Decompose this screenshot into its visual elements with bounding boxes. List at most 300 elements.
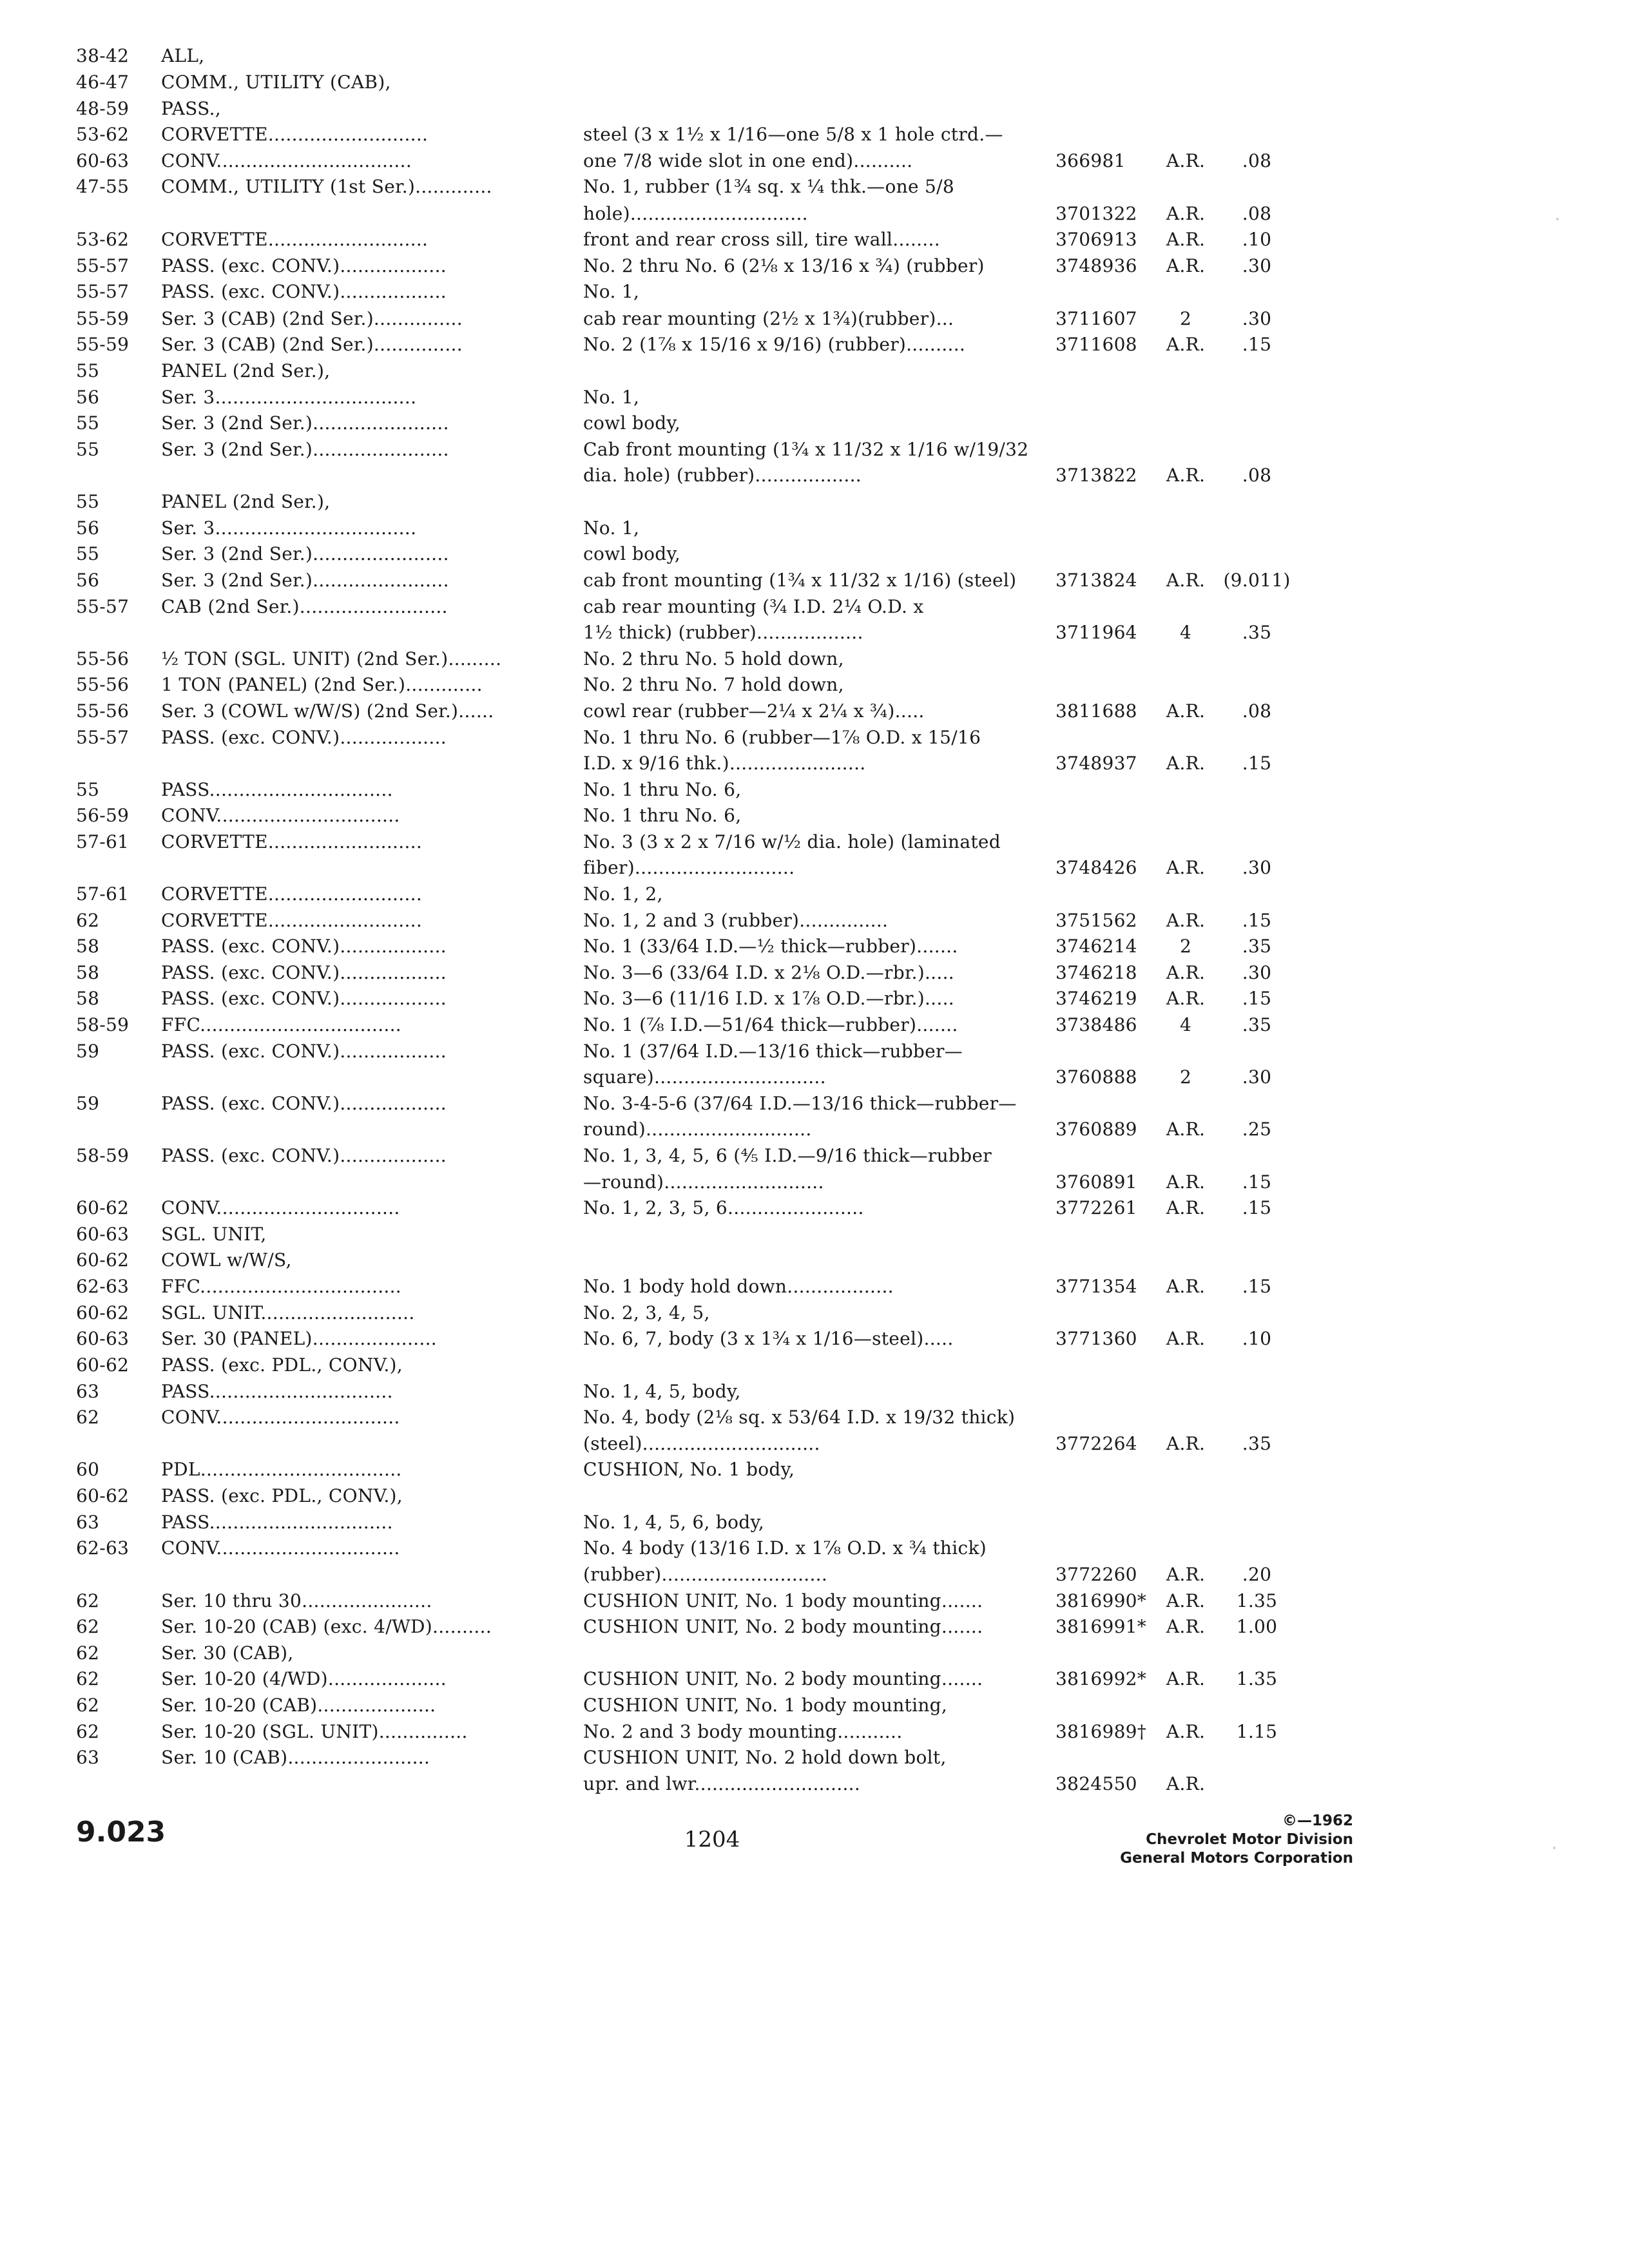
quantity-cell: A.R.	[1166, 150, 1206, 171]
year-cell: 55-56	[76, 700, 130, 722]
model-cell: Ser. 3 (2nd Ser.).......................	[161, 570, 449, 591]
model-cell: CORVETTE...........................	[161, 229, 429, 250]
table-row	[0, 1588, 1629, 1614]
year-cell: 57-61	[76, 883, 130, 905]
table-row	[0, 1012, 1629, 1038]
quantity-cell: A.R.	[1166, 1171, 1206, 1193]
price-cell: .10	[1242, 229, 1272, 250]
year-cell: 38-42	[76, 45, 130, 66]
part-number-cell: 3816989†	[1055, 1721, 1147, 1742]
description-cell: No. 1, 2,	[583, 883, 663, 905]
description-cell: upr. and lwr............................	[583, 1773, 861, 1794]
model-cell: PASS. (exc. PDL., CONV.),	[161, 1354, 403, 1376]
part-number-cell: 3772264	[1055, 1433, 1137, 1454]
year-cell: 47-55	[76, 176, 130, 197]
model-cell: COWL w/W/S,	[161, 1249, 292, 1271]
table-row	[0, 1326, 1629, 1352]
year-cell: 58-59	[76, 1014, 130, 1035]
year-cell: 62	[76, 1407, 100, 1428]
model-cell: PANEL (2nd Ser.),	[161, 491, 331, 512]
year-cell: 55-59	[76, 308, 130, 329]
model-cell: PASS. (exc. CONV.)..................	[161, 1093, 447, 1114]
table-row	[0, 1195, 1629, 1221]
part-number-cell: 3738486	[1055, 1014, 1137, 1035]
table-row	[0, 515, 1629, 541]
quantity-cell: A.R.	[1166, 1433, 1206, 1454]
description-cell: No. 2 (1⅞ x 15/16 x 9/16) (rubber)..........	[583, 334, 966, 355]
year-cell: 63	[76, 1512, 100, 1533]
description-cell: CUSHION, No. 1 body,	[583, 1459, 795, 1480]
model-cell: PASS. (exc. CONV.)..................	[161, 727, 447, 748]
price-cell: 1.15	[1236, 1721, 1278, 1742]
table-row	[0, 463, 1629, 488]
description-cell: No. 3-4-5-6 (37/64 I.D.—13/16 thick—rubber—	[583, 1093, 1017, 1114]
model-cell: PASS...............................	[161, 1512, 393, 1533]
description-cell: No. 6, 7, body (3 x 1¾ x 1/16—steel).....	[583, 1328, 954, 1349]
part-number-cell: 3816991*	[1055, 1616, 1147, 1637]
price-cell: .08	[1242, 203, 1272, 224]
quantity-cell: A.R.	[1166, 753, 1206, 774]
price-cell: .15	[1242, 1276, 1272, 1297]
table-row	[0, 385, 1629, 410]
table-row	[0, 1693, 1629, 1718]
year-cell: 59	[76, 1093, 100, 1114]
table-row	[0, 1457, 1629, 1483]
description-cell: No. 1, 2, 3, 5, 6.......................	[583, 1197, 864, 1218]
price-cell: .30	[1242, 857, 1272, 878]
description-cell: No. 1, rubber (1¾ sq. x ¼ thk.—one 5/8	[583, 176, 954, 197]
year-cell: 60-63	[76, 1328, 130, 1349]
price-cell: 1.35	[1236, 1590, 1278, 1611]
quantity-cell: A.R.	[1166, 1119, 1206, 1140]
year-cell: 58	[76, 936, 100, 957]
model-cell: 1 TON (PANEL) (2nd Ser.).............	[161, 674, 483, 695]
table-row	[0, 751, 1629, 776]
year-cell: 60-62	[76, 1249, 130, 1271]
table-row	[0, 620, 1629, 646]
price-cell: .15	[1242, 1171, 1272, 1193]
model-cell: CORVETTE...........................	[161, 124, 429, 145]
description-cell: cowl body,	[583, 412, 681, 434]
model-cell: CORVETTE..........................	[161, 883, 423, 905]
price-cell: .35	[1242, 622, 1272, 643]
model-cell: Ser. 3 (CAB) (2nd Ser.)...............	[161, 334, 463, 355]
price-cell: .15	[1242, 910, 1272, 931]
description-cell: No. 2 thru No. 5 hold down,	[583, 648, 844, 669]
year-cell: 55-57	[76, 255, 130, 276]
model-cell: FFC..................................	[161, 1276, 401, 1297]
quantity-cell: A.R.	[1166, 988, 1206, 1009]
corporation-name: General Motors Corporation	[1120, 1850, 1353, 1867]
model-cell: Ser. 30 (PANEL).....................	[161, 1328, 437, 1349]
table-row	[0, 986, 1629, 1012]
table-row	[0, 279, 1629, 305]
page-number: 1204	[684, 1827, 740, 1852]
description-cell: No. 1, 3, 4, 5, 6 (⅘ I.D.—9/16 thick—rubber	[583, 1145, 992, 1166]
part-number-cell: 3746218	[1055, 962, 1137, 983]
part-number-cell: 3711964	[1055, 622, 1137, 643]
quantity-cell: A.R.	[1166, 1721, 1206, 1742]
table-row	[0, 43, 1629, 69]
part-number-cell: 3772260	[1055, 1564, 1137, 1585]
table-row	[0, 1666, 1629, 1692]
description-cell: CUSHION UNIT, No. 2 hold down bolt,	[583, 1747, 947, 1768]
model-cell: Ser. 30 (CAB),	[161, 1642, 294, 1664]
table-row	[0, 646, 1629, 672]
model-cell: PASS. (exc. PDL., CONV.),	[161, 1485, 403, 1506]
description-cell: No. 1,	[583, 281, 640, 302]
quantity-cell: A.R.	[1166, 1773, 1206, 1794]
quantity-cell: 2	[1179, 1066, 1192, 1088]
table-row	[0, 855, 1629, 881]
table-row	[0, 1562, 1629, 1588]
model-cell: CORVETTE..........................	[161, 831, 423, 852]
table-row	[0, 934, 1629, 959]
model-cell: PASS. (exc. CONV.)..................	[161, 936, 447, 957]
part-number-cell: 3701322	[1055, 203, 1137, 224]
part-number-cell: 3760889	[1055, 1119, 1137, 1140]
table-row	[0, 1614, 1629, 1640]
quantity-cell: A.R.	[1166, 334, 1206, 355]
part-number-cell: 3760891	[1055, 1171, 1137, 1193]
year-cell: 60-62	[76, 1197, 130, 1218]
year-cell: 55	[76, 360, 100, 381]
price-cell: .10	[1242, 1328, 1272, 1349]
quantity-cell: A.R.	[1166, 1197, 1206, 1218]
table-row	[0, 1719, 1629, 1745]
description-cell: I.D. x 9/16 thk.).......................	[583, 753, 866, 774]
year-cell: 55-56	[76, 648, 130, 669]
table-row	[0, 489, 1629, 515]
table-row	[0, 1405, 1629, 1430]
model-cell: ½ TON (SGL. UNIT) (2nd Ser.).........	[161, 648, 502, 669]
part-number-cell: 366981	[1055, 150, 1126, 171]
price-cell: .15	[1242, 1197, 1272, 1218]
model-cell: Ser. 10-20 (SGL. UNIT)...............	[161, 1721, 468, 1742]
year-cell: 46-47	[76, 72, 130, 93]
price-cell: .35	[1242, 936, 1272, 957]
model-cell: Ser. 3..................................	[161, 387, 417, 408]
description-cell: No. 2 thru No. 7 hold down,	[583, 674, 844, 695]
quantity-cell: A.R.	[1166, 1668, 1206, 1689]
model-cell: SGL. UNIT..........................	[161, 1302, 415, 1323]
part-number-cell: 3816992*	[1055, 1668, 1147, 1689]
model-cell: CONV...............................	[161, 1197, 400, 1218]
model-cell: PASS. (exc. CONV.)..................	[161, 1145, 447, 1166]
table-row	[0, 672, 1629, 698]
year-cell: 62	[76, 910, 100, 931]
description-cell: No. 1 thru No. 6,	[583, 779, 742, 800]
price-cell: .15	[1242, 753, 1272, 774]
table-row	[0, 908, 1629, 934]
table-row	[0, 1247, 1629, 1273]
part-number-cell: 3751562	[1055, 910, 1137, 931]
year-cell: 62-63	[76, 1537, 130, 1559]
model-cell: PASS. (exc. CONV.)..................	[161, 281, 447, 302]
part-number-cell: 3748937	[1055, 753, 1137, 774]
description-cell: No. 1 thru No. 6 (rubber—1⅞ O.D. x 15/16	[583, 727, 981, 748]
model-cell: COMM., UTILITY (1st Ser.).............	[161, 176, 492, 197]
description-cell: fiber)...........................	[583, 857, 795, 878]
table-row	[0, 1745, 1629, 1771]
table-row	[0, 437, 1629, 463]
model-cell: PASS...............................	[161, 779, 393, 800]
description-cell: No. 4, body (2⅛ sq. x 53/64 I.D. x 19/32 thick)	[583, 1407, 1016, 1428]
price-cell: 1.35	[1236, 1668, 1278, 1689]
model-cell: COMM., UTILITY (CAB),	[161, 72, 391, 93]
model-cell: CONV...............................	[161, 1407, 400, 1428]
description-cell: No. 3—6 (33/64 I.D. x 2⅛ O.D.—rbr.).....	[583, 962, 954, 983]
description-cell: No. 2 and 3 body mounting...........	[583, 1721, 903, 1742]
table-row	[0, 122, 1629, 148]
description-cell: hole)..............................	[583, 203, 808, 224]
year-cell: 59	[76, 1041, 100, 1062]
year-cell: 48-59	[76, 98, 130, 119]
year-cell: 55-57	[76, 727, 130, 748]
description-cell: No. 1, 4, 5, 6, body,	[583, 1512, 765, 1533]
quantity-cell: A.R.	[1166, 465, 1206, 486]
table-row	[0, 1064, 1629, 1090]
description-cell: one 7/8 wide slot in one end)..........	[583, 150, 913, 171]
table-row	[0, 1300, 1629, 1326]
description-cell: No. 1,	[583, 387, 640, 408]
model-cell: Ser. 3 (COWL w/W/S) (2nd Ser.)......	[161, 700, 494, 722]
year-cell: 55	[76, 412, 100, 434]
model-cell: Ser. 10-20 (CAB) (exc. 4/WD)..........	[161, 1616, 492, 1637]
description-cell: round)............................	[583, 1119, 812, 1140]
model-cell: PASS. (exc. CONV.)..................	[161, 255, 447, 276]
price-cell: .35	[1242, 1433, 1272, 1454]
year-cell: 62-63	[76, 1276, 130, 1297]
model-cell: Ser. 3 (2nd Ser.).......................	[161, 543, 449, 564]
description-cell: No. 4 body (13/16 I.D. x 1⅞ O.D. x ¾ thick)	[583, 1537, 987, 1559]
table-row	[0, 1169, 1629, 1195]
catalog-section-number: 9.023	[76, 1816, 166, 1849]
table-row	[0, 1222, 1629, 1247]
year-cell: 56-59	[76, 805, 130, 826]
model-cell: Ser. 3 (2nd Ser.).......................	[161, 412, 449, 434]
table-row	[0, 1771, 1629, 1797]
table-row	[0, 1535, 1629, 1561]
description-cell: No. 2 thru No. 6 (2⅛ x 13/16 x ¾) (rubber)	[583, 255, 985, 276]
description-cell: No. 3—6 (11/16 I.D. x 1⅞ O.D.—rbr.).....	[583, 988, 954, 1009]
year-cell: 55-57	[76, 596, 130, 617]
table-row	[0, 777, 1629, 803]
model-cell: Ser. 10 thru 30......................	[161, 1590, 432, 1611]
table-row	[0, 1039, 1629, 1064]
part-number-cell: 3746214	[1055, 936, 1137, 957]
part-number-cell: 3711608	[1055, 334, 1137, 355]
model-cell: PASS. (exc. CONV.)..................	[161, 988, 447, 1009]
year-cell: 56	[76, 570, 100, 591]
description-cell: No. 1,	[583, 517, 640, 539]
quantity-cell: A.R.	[1166, 229, 1206, 250]
table-row	[0, 1379, 1629, 1405]
table-row	[0, 148, 1629, 174]
model-cell: Ser. 3 (2nd Ser.).......................	[161, 439, 449, 460]
part-number-cell: 3706913	[1055, 229, 1137, 250]
part-number-cell: 3760888	[1055, 1066, 1137, 1088]
scan-speck	[1556, 218, 1559, 220]
price-cell: .30	[1242, 1066, 1272, 1088]
model-cell: Ser. 3..................................	[161, 517, 417, 539]
table-row	[0, 803, 1629, 829]
description-cell: cowl rear (rubber—2¼ x 2¼ x ¾).....	[583, 700, 925, 722]
quantity-cell: A.R.	[1166, 1564, 1206, 1585]
quantity-cell: A.R.	[1166, 1276, 1206, 1297]
table-row	[0, 698, 1629, 724]
table-row	[0, 410, 1629, 436]
quantity-cell: A.R.	[1166, 255, 1206, 276]
part-number-cell: 3771354	[1055, 1276, 1137, 1297]
quantity-cell: 4	[1179, 622, 1192, 643]
description-cell: No. 3 (3 x 2 x 7/16 w/½ dia. hole) (laminated	[583, 831, 1001, 852]
table-row	[0, 594, 1629, 620]
year-cell: 62	[76, 1668, 100, 1689]
part-number-cell: 3713824	[1055, 570, 1137, 591]
part-number-cell: 3772261	[1055, 1197, 1137, 1218]
part-number-cell: 3771360	[1055, 1328, 1137, 1349]
table-row	[0, 306, 1629, 332]
year-cell: 57-61	[76, 831, 130, 852]
quantity-cell: A.R.	[1166, 570, 1206, 591]
description-cell: No. 1, 2 and 3 (rubber)...............	[583, 910, 889, 931]
quantity-cell: A.R.	[1166, 1328, 1206, 1349]
table-row	[0, 70, 1629, 95]
quantity-cell: A.R.	[1166, 1590, 1206, 1611]
year-cell: 55	[76, 491, 100, 512]
model-cell: PDL..................................	[161, 1459, 402, 1480]
year-cell: 56	[76, 387, 100, 408]
description-cell: 1½ thick) (rubber)..................	[583, 622, 863, 643]
table-row	[0, 1352, 1629, 1378]
price-cell: .30	[1242, 308, 1272, 329]
description-cell: cab front mounting (1¾ x 11/32 x 1/16) (steel)	[583, 570, 1017, 591]
description-cell: cowl body,	[583, 543, 681, 564]
description-cell: CUSHION UNIT, No. 1 body mounting.......	[583, 1590, 983, 1611]
model-cell: PASS. (exc. CONV.)..................	[161, 962, 447, 983]
table-row	[0, 1091, 1629, 1117]
year-cell: 55	[76, 439, 100, 460]
model-cell: FFC..................................	[161, 1014, 401, 1035]
year-cell: 60-63	[76, 150, 130, 171]
model-cell: CAB (2nd Ser.).........................	[161, 596, 448, 617]
description-cell: cab rear mounting (2½ x 1¾)(rubber)...	[583, 308, 954, 329]
description-cell: No. 1 thru No. 6,	[583, 805, 742, 826]
table-row	[0, 96, 1629, 122]
price-cell: .08	[1242, 150, 1272, 171]
price-cell: (9.011)	[1223, 570, 1291, 591]
table-row	[0, 960, 1629, 986]
year-cell: 58-59	[76, 1145, 130, 1166]
table-row	[0, 1274, 1629, 1300]
table-row	[0, 227, 1629, 253]
year-cell: 58	[76, 962, 100, 983]
table-row	[0, 541, 1629, 567]
description-cell: steel (3 x 1½ x 1/16—one 5/8 x 1 hole ctrd.—	[583, 124, 1003, 145]
year-cell: 62	[76, 1642, 100, 1664]
year-cell: 53-62	[76, 229, 130, 250]
part-number-cell: 3713822	[1055, 465, 1137, 486]
table-row	[0, 829, 1629, 855]
description-cell: No. 1 (⅞ I.D.—51/64 thick—rubber).......	[583, 1014, 958, 1035]
price-cell: .08	[1242, 700, 1272, 722]
model-cell: ALL,	[161, 45, 205, 66]
table-row	[0, 881, 1629, 907]
table-row	[0, 1431, 1629, 1457]
year-cell: 60-62	[76, 1302, 130, 1323]
price-cell: .15	[1242, 334, 1272, 355]
division-name: Chevrolet Motor Division	[1146, 1831, 1353, 1848]
year-cell: 55-56	[76, 674, 130, 695]
table-row	[0, 201, 1629, 227]
quantity-cell: A.R.	[1166, 962, 1206, 983]
description-cell: CUSHION UNIT, No. 1 body mounting,	[583, 1695, 948, 1716]
description-cell: (rubber)............................	[583, 1564, 828, 1585]
quantity-cell: 2	[1179, 308, 1192, 329]
model-cell: CONV.................................	[161, 150, 412, 171]
description-cell: front and rear cross sill, tire wall........	[583, 229, 940, 250]
description-cell: No. 1, 4, 5, body,	[583, 1381, 741, 1402]
model-cell: Ser. 3 (CAB) (2nd Ser.)...............	[161, 308, 463, 329]
table-row	[0, 174, 1629, 200]
year-cell: 60-62	[76, 1354, 130, 1376]
description-cell: cab rear mounting (¾ I.D. 2¼ O.D. x	[583, 596, 924, 617]
description-cell: dia. hole) (rubber)..................	[583, 465, 862, 486]
copyright-line: ©—1962	[1282, 1812, 1353, 1829]
model-cell: CONV...............................	[161, 805, 400, 826]
model-cell: PANEL (2nd Ser.),	[161, 360, 331, 381]
quantity-cell: 4	[1179, 1014, 1192, 1035]
part-number-cell: 3746219	[1055, 988, 1137, 1009]
scan-speck	[1553, 1847, 1556, 1849]
year-cell: 53-62	[76, 124, 130, 145]
part-number-cell: 3824550	[1055, 1773, 1137, 1794]
year-cell: 60-62	[76, 1485, 130, 1506]
year-cell: 56	[76, 517, 100, 539]
price-cell: .08	[1242, 465, 1272, 486]
table-row	[0, 1483, 1629, 1509]
year-cell: 55-59	[76, 334, 130, 355]
model-cell: Ser. 10-20 (CAB)....................	[161, 1695, 436, 1716]
description-cell: (steel)..............................	[583, 1433, 820, 1454]
year-cell: 62	[76, 1695, 100, 1716]
table-row	[0, 332, 1629, 358]
price-cell: 1.00	[1236, 1616, 1278, 1637]
year-cell: 55	[76, 543, 100, 564]
model-cell: PASS.,	[161, 98, 221, 119]
model-cell: CONV...............................	[161, 1537, 400, 1559]
table-row	[0, 1510, 1629, 1535]
part-number-cell: 3811688	[1055, 700, 1137, 722]
table-row	[0, 1117, 1629, 1142]
price-cell: .20	[1242, 1564, 1272, 1585]
model-cell: CORVETTE..........................	[161, 910, 423, 931]
table-row	[0, 1640, 1629, 1666]
description-cell: CUSHION UNIT, No. 2 body mounting.......	[583, 1668, 983, 1689]
description-cell: No. 1 (33/64 I.D.—½ thick—rubber).......	[583, 936, 958, 957]
model-cell: PASS. (exc. CONV.)..................	[161, 1041, 447, 1062]
description-cell: No. 2, 3, 4, 5,	[583, 1302, 710, 1323]
quantity-cell: A.R.	[1166, 857, 1206, 878]
part-number-cell: 3748426	[1055, 857, 1137, 878]
price-cell: .30	[1242, 255, 1272, 276]
model-cell: Ser. 10-20 (4/WD)....................	[161, 1668, 447, 1689]
year-cell: 63	[76, 1381, 100, 1402]
description-cell: No. 1 body hold down..................	[583, 1276, 894, 1297]
year-cell: 62	[76, 1590, 100, 1611]
quantity-cell: 2	[1179, 936, 1192, 957]
